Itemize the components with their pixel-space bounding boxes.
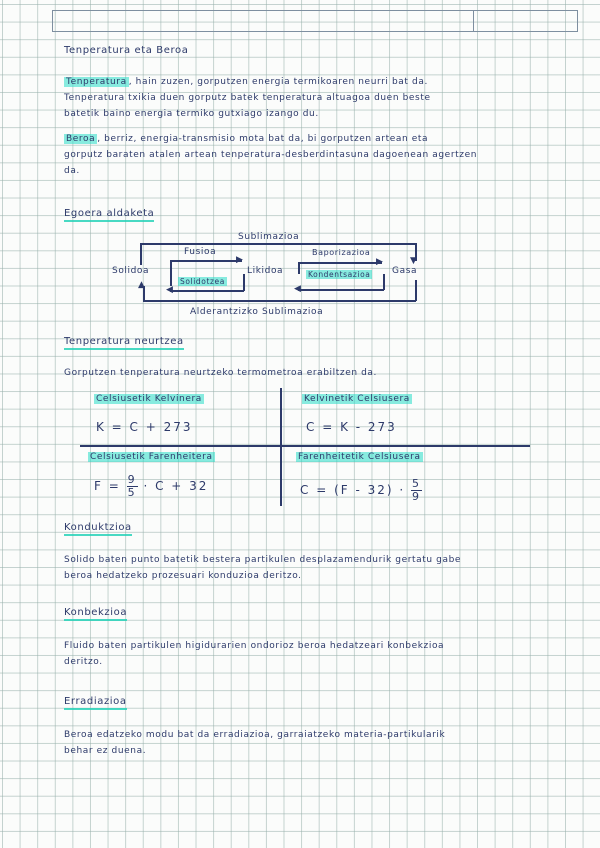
heat-line-1: , berriz, energia-transmisio mota bat da, bi gorputzen artean eta: [97, 134, 429, 144]
gas-label: Gasa: [392, 266, 418, 276]
conduction-line-2: beroa hedatzeko prozesuari konduzioa deritzo.: [64, 571, 302, 581]
reverse-sublimation-label: Alderantzizko Sublimazioa: [190, 307, 324, 317]
fc-left: C = (F - 32) ·: [300, 483, 406, 497]
fusion-line-left: [170, 260, 172, 286]
sublimation-line: [140, 243, 416, 245]
radiation-paragraph: [64, 727, 564, 759]
fahrenheit-to-celsius-formula: [300, 478, 422, 503]
section-title-radiation: Erradiazioa: [64, 696, 127, 710]
sublimation-label: Sublimazioa: [238, 232, 300, 242]
temperature-paragraph: [64, 74, 564, 122]
section-title-temperature-heat: Tenperatura eta Beroa: [64, 45, 189, 56]
solidification-line-right: [243, 274, 245, 291]
celsius-to-kelvin-title: Celsiusetik Kelvinera: [96, 394, 202, 404]
heat-term: Beroa: [66, 134, 96, 144]
solidification-arrowhead-icon: ◀: [166, 285, 173, 295]
radiation-line-1: Beroa edatzeko modu bat da erradiazioa, garraiatzeko materia-partikularik: [64, 730, 446, 740]
condensation-line-right: [383, 274, 385, 290]
heat-paragraph: [64, 131, 564, 179]
condensation-label: Kondentsazioa: [308, 270, 371, 279]
vaporization-arrowhead-icon: ▶: [376, 257, 383, 267]
convection-line-2: deritzo.: [64, 657, 103, 667]
radiation-line-2: behar ez duena.: [64, 746, 147, 756]
fc-fraction: [411, 478, 422, 503]
fc-numerator: 5: [412, 477, 422, 490]
sublimation-arrowhead-icon: ▼: [410, 256, 417, 266]
measuring-intro: Gorputzen tenperatura neurtzeko termometroa erabiltzen da.: [64, 368, 377, 378]
fusion-label: Fusioa: [184, 247, 217, 257]
sublimation-line-left: [140, 243, 142, 265]
cf-fraction: [127, 474, 138, 499]
temperature-line-1: , hain zuzen, gorputzen energia termikoaren neurri bat da.: [128, 77, 428, 87]
section-title-conduction: Konduktzioa: [64, 522, 132, 536]
header-divider: [473, 11, 474, 31]
solidification-label: Solidotzea: [180, 277, 225, 286]
cf-numerator: 9: [127, 473, 137, 486]
fc-denominator: 9: [412, 490, 422, 503]
temperature-line-2: Tenperatura txikia duen gorputz batek tenperatura altuagoa duen beste: [64, 93, 431, 103]
heat-line-3: da.: [64, 166, 80, 176]
section-title-state-change: Egoera aldaketa: [64, 208, 154, 222]
condensation-line: [298, 289, 384, 291]
header-box: [52, 10, 578, 32]
celsius-to-fahrenheit-formula: [94, 474, 208, 499]
temperature-line-3: batetik baino energia termiko gutxiago izango du.: [64, 109, 319, 119]
table-vertical-divider: [280, 388, 282, 506]
kelvin-to-celsius-formula: C = K - 273: [306, 420, 397, 434]
table-horizontal-divider: [80, 445, 530, 447]
reverse-sublimation-line-right: [415, 280, 417, 301]
conduction-line-1: Solido baten punto batetik bestera partikulen desplazamendurik gertatu gabe: [64, 555, 462, 565]
fusion-line: [170, 260, 242, 262]
heat-line-2: gorputz baraten atalen artean tenperatura-desberdintasuna dagoenean agertzen: [64, 150, 478, 160]
vaporization-label: Baporizazioa: [312, 248, 371, 257]
conduction-paragraph: [64, 552, 564, 584]
solidification-line: [170, 290, 244, 292]
cf-denominator: 5: [127, 486, 137, 499]
liquid-label: Likidoa: [247, 266, 284, 276]
convection-line-1: Fluido baten partikulen higidurarien ondorioz beroa hedatzeari konbekzioa: [64, 641, 445, 651]
kelvin-to-celsius-title: Kelvinetik Celsiusera: [304, 394, 410, 404]
section-title-convection: Konbekzioa: [64, 607, 127, 621]
cf-right: · C + 32: [143, 479, 209, 493]
vaporization-line: [298, 262, 382, 264]
cf-left: F =: [94, 479, 121, 493]
section-title-measuring: Tenperatura neurtzea: [64, 336, 184, 350]
reverse-sublimation-line: [143, 300, 416, 302]
solid-label: Solidoa: [112, 266, 150, 276]
fusion-arrowhead-icon: ▶: [236, 255, 243, 265]
fahrenheit-to-celsius-title: Farenheitetik Celsiusera: [298, 452, 421, 462]
convection-paragraph: [64, 638, 564, 670]
vaporization-line-left: [298, 262, 300, 274]
reverse-sublimation-arrowhead-icon: ▲: [138, 280, 145, 290]
temperature-term: Tenperatura: [66, 77, 127, 87]
condensation-arrowhead-icon: ◀: [294, 284, 301, 294]
celsius-to-fahrenheit-title: Celsiusetik Farenheitera: [90, 452, 213, 462]
celsius-to-kelvin-formula: K = C + 273: [96, 420, 193, 434]
